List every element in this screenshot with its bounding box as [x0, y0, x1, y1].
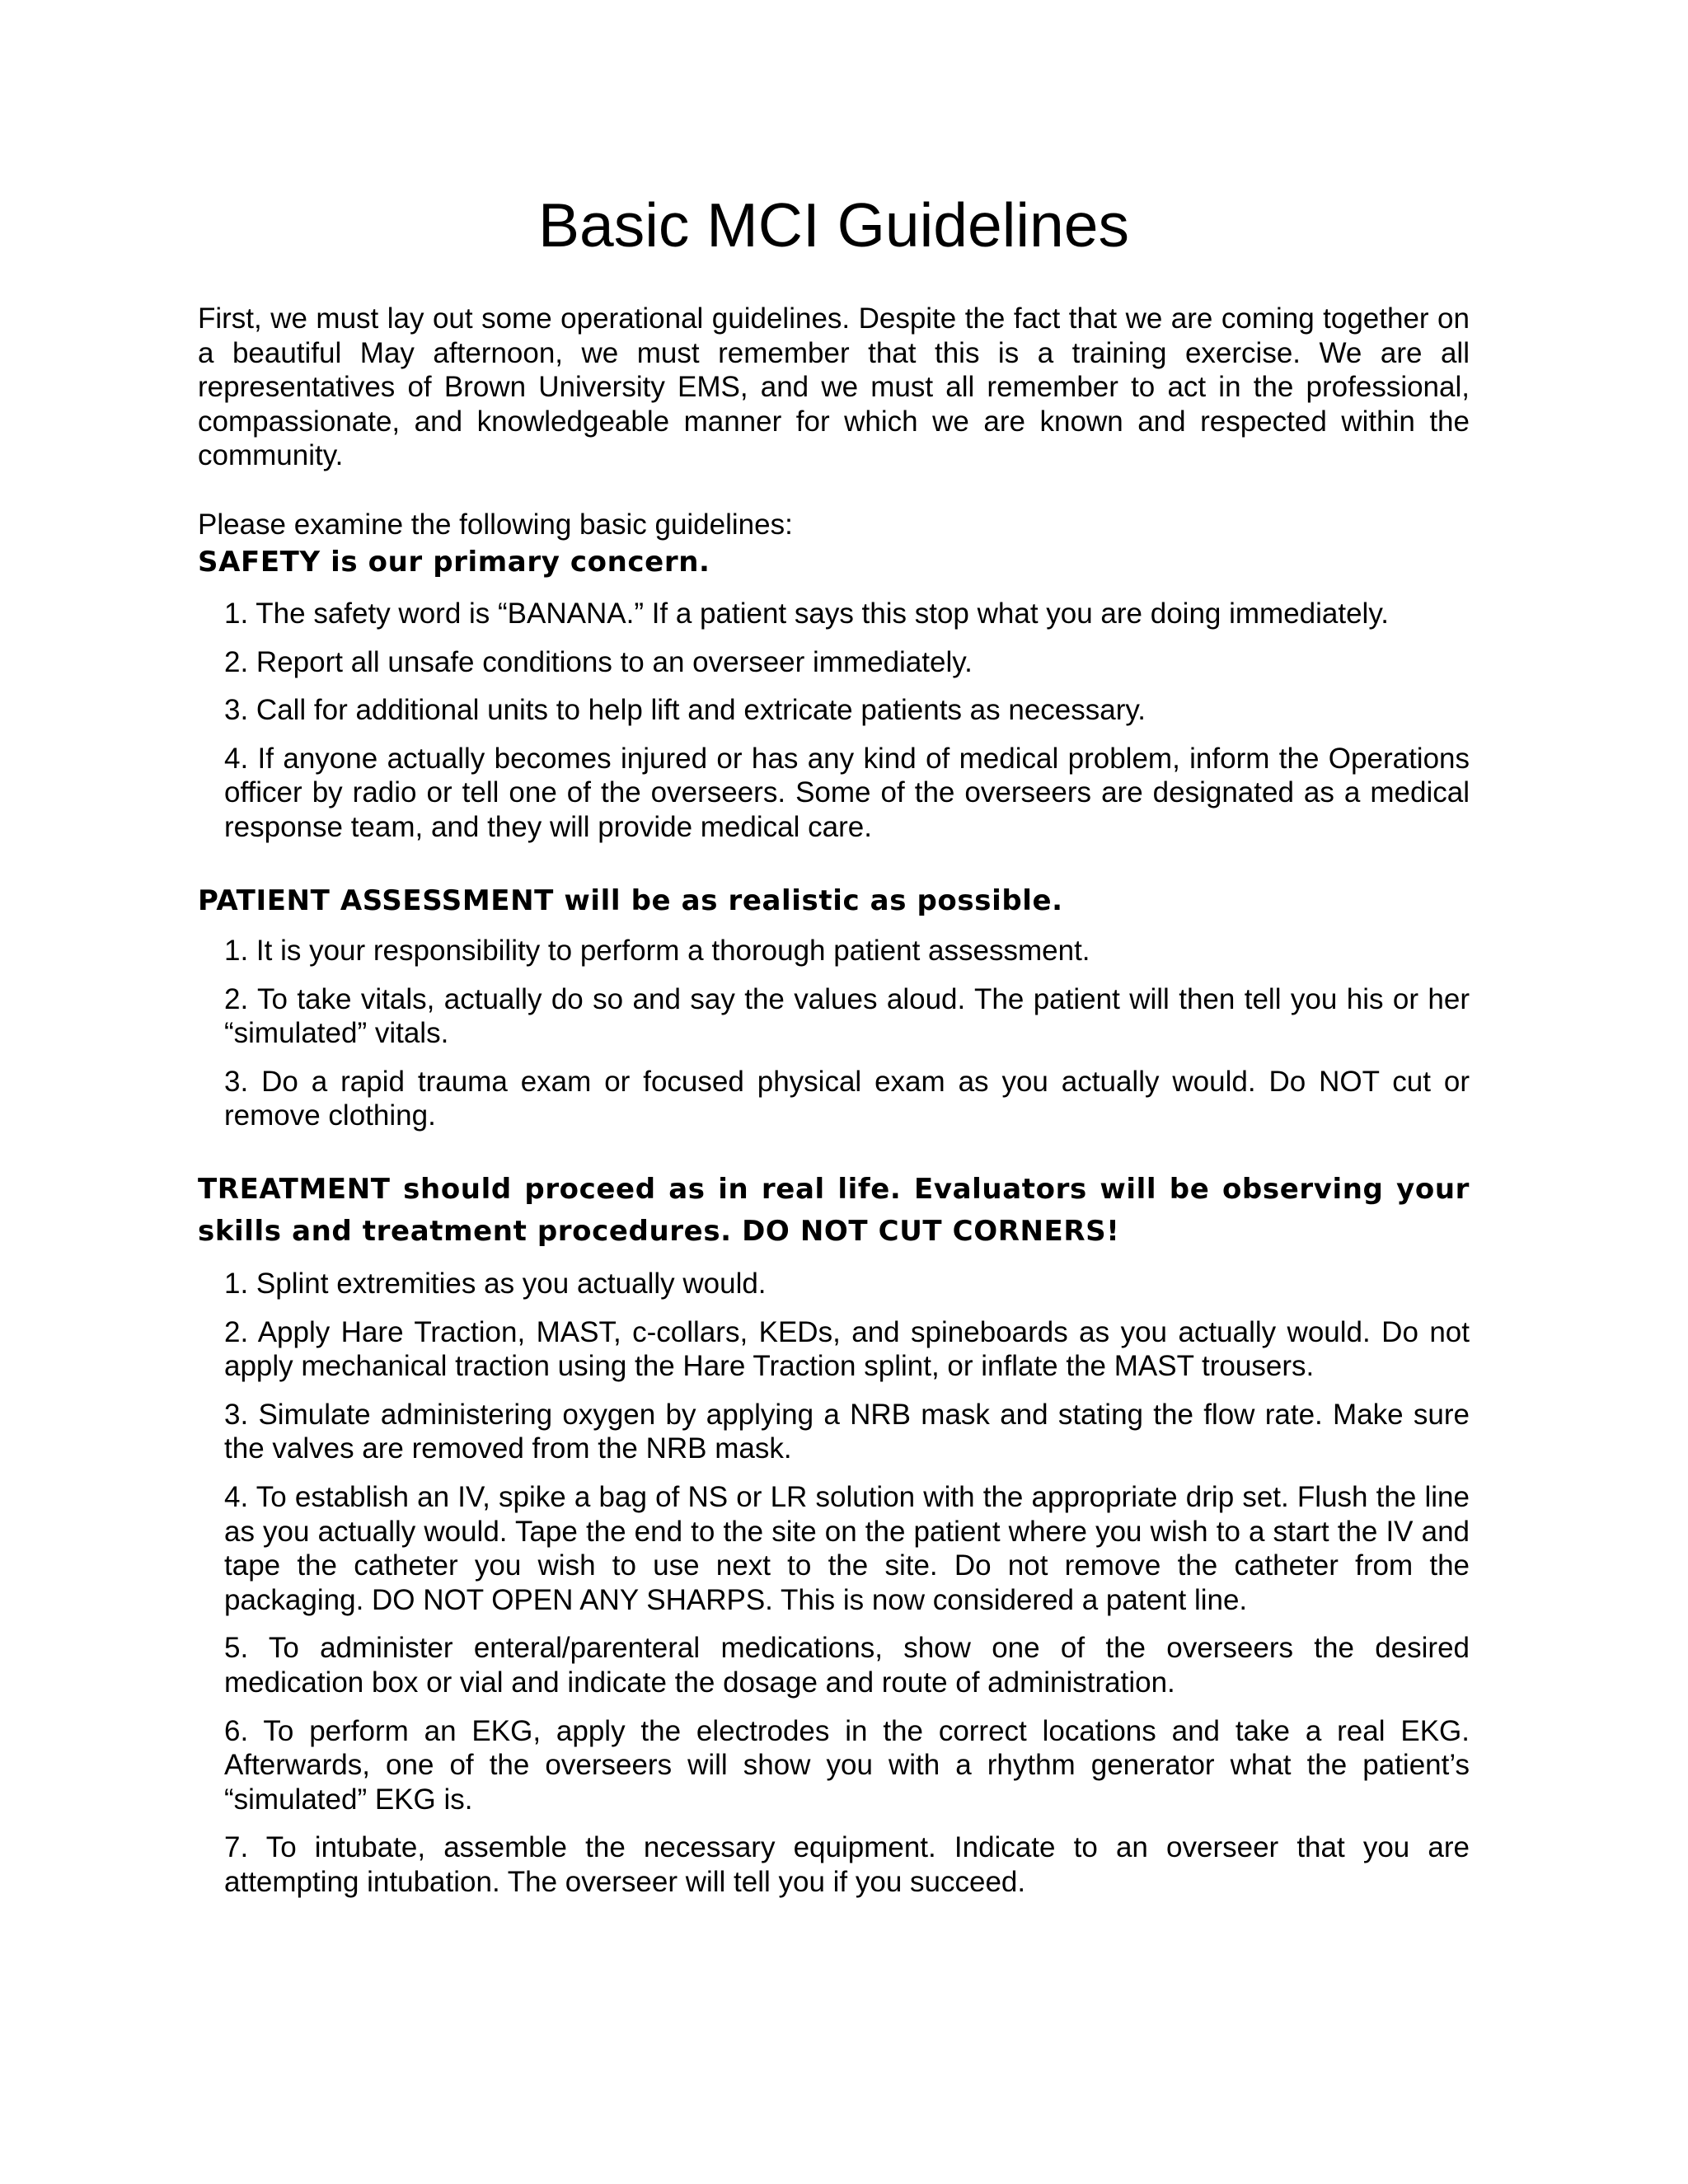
- list-item: 4. If anyone actually becomes injured or has any kind of medical problem, inform the Operations officer by radio or tell one of the overseers. Some of the overseers are designated as a medical response team, and they will provide medical care.: [224, 742, 1470, 843]
- safety-list: [224, 597, 1470, 859]
- treatment-list: [224, 1267, 1470, 1914]
- list-item: 4. To establish an IV, spike a bag of NS or LR solution with the appropriate drip set. Flush the line as you actually would. Tape the end to the site on the patient where you wish to a start the IV and tape the catheter you wish to use next to the site. Do not remove the catheter from the packaging. DO NOT OPEN ANY SHARPS. This is now considered a patent line.: [224, 1480, 1470, 1616]
- list-item: 6. To perform an EKG, apply the electrodes in the correct locations and take a real EKG. Afterwards, one of the overseers will show you with a rhythm generator what the patient’s “simulated” EKG is.: [224, 1714, 1470, 1816]
- list-item: 3. Simulate administering oxygen by applying a NRB mask and stating the flow rate. Make sure the valves are removed from the NRB mask.: [224, 1398, 1470, 1465]
- treatment-heading: TREATMENT should proceed as in real life. Evaluators will be observing your skills and treatment procedures. DO NOT CUT CORNERS!: [198, 1173, 1470, 1248]
- list-item: 1. It is your responsibility to perform a thorough patient assessment.: [224, 935, 1090, 967]
- list-item: 2. Report all unsafe conditions to an overseer immediately.: [224, 645, 973, 678]
- list-item: 3. Do a rapid trauma exam or focused physical exam as you actually would. Do NOT cut or remove clothing.: [224, 1065, 1470, 1132]
- list-item: 2. Apply Hare Traction, MAST, c-collars, KEDs, and spineboards as you actually would. Do not apply mechanical traction using the Hare Traction splint, or inflate the MAST trousers.: [224, 1315, 1470, 1383]
- list-item: 1. The safety word is “BANANA.” If a patient says this stop what you are doing immediately.: [224, 598, 1389, 630]
- list-item: 3. Call for additional units to help lift and extricate patients as necessary.: [224, 694, 1146, 727]
- intro-paragraph: First, we must lay out some operational guidelines. Despite the fact that we are coming together on a beautiful May afternoon, we must remember that this is a training exercise. We are all representatives of Brown University EMS, and we must all remember to act in the professional, compassionate, and knowledgeable manner for which we are known and respected within the community.: [198, 302, 1470, 472]
- list-item: 7. To intubate, assemble the necessary equipment. Indicate to an overseer that you are attempting intubation. The overseer will tell you if you succeed.: [224, 1831, 1470, 1898]
- guidelines-lead: Please examine the following basic guidelines:: [198, 509, 793, 541]
- safety-heading: SAFETY is our primary concern.: [198, 546, 710, 579]
- patient-assessment-list: [224, 934, 1470, 1147]
- list-item: 1. Splint extremities as you actually would.: [224, 1268, 767, 1300]
- patient-assessment-heading: PATIENT ASSESSMENT will be as realistic as possible.: [198, 884, 1063, 917]
- page-title: Basic MCI Guidelines: [538, 190, 1129, 260]
- list-item: 2. To take vitals, actually do so and say the values aloud. The patient will then tell you his or her “simulated” vitals.: [224, 982, 1470, 1050]
- list-item: 5. To administer enteral/parenteral medications, show one of the overseers the desired medication box or vial and indicate the dosage and route of administration.: [224, 1632, 1470, 1699]
